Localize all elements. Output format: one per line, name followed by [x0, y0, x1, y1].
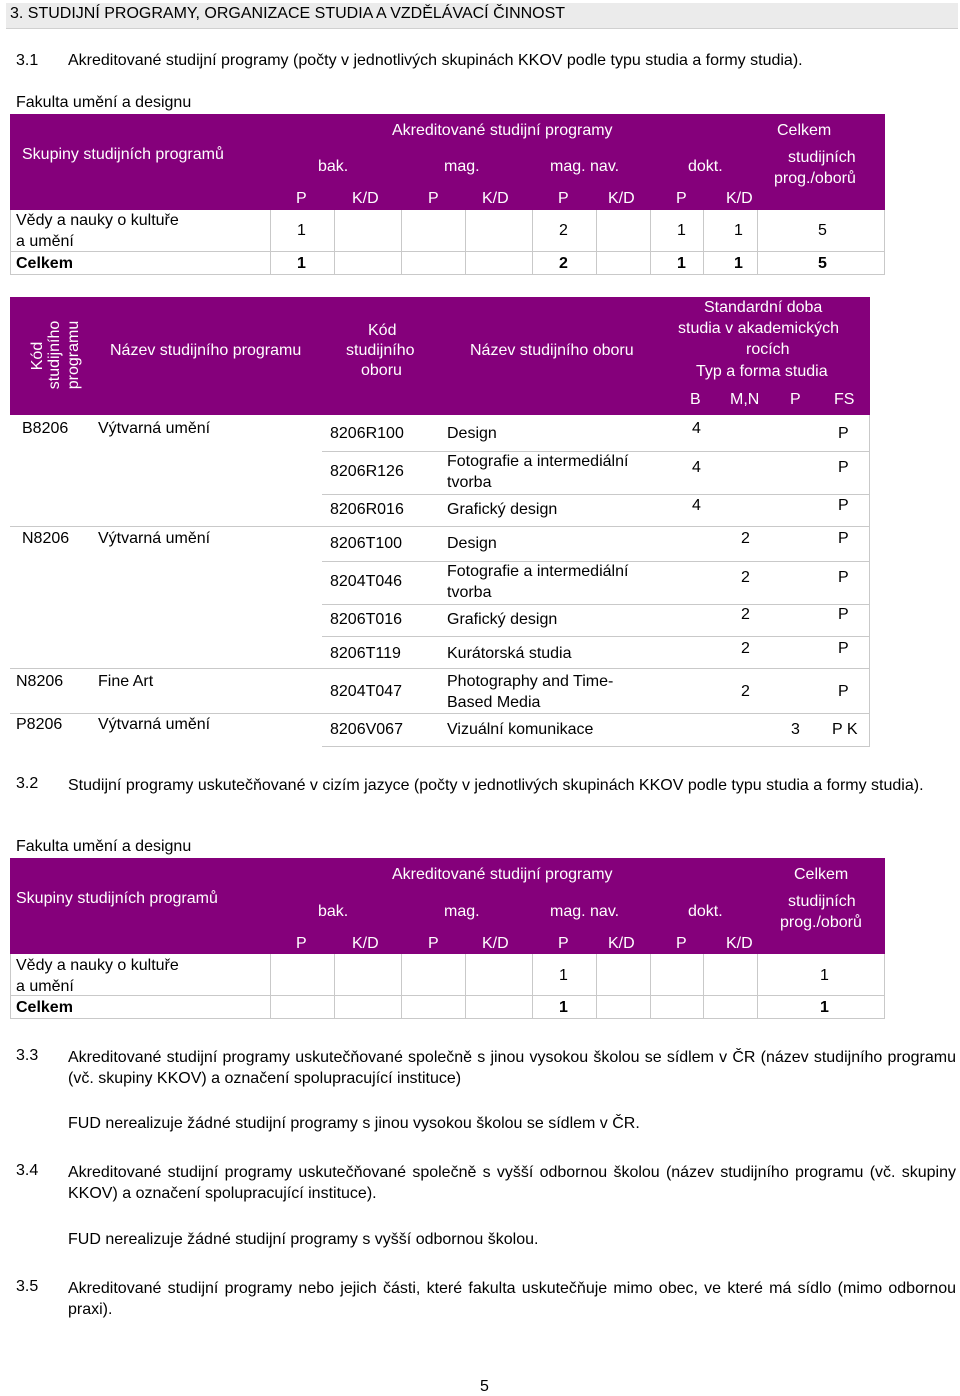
accredited-header: Akreditované studijní programy: [392, 122, 613, 139]
section-number-3-5: 3.5: [16, 1278, 39, 1295]
row-label: Vědy a nauky o kultuře: [16, 957, 179, 974]
program-name: Výtvarná umění: [98, 530, 211, 547]
field-name-2: Based Media: [447, 694, 541, 711]
total-subheader-1: studijních: [788, 149, 856, 166]
type-mag-nav: mag. nav.: [550, 158, 620, 175]
groups-header: Skupiny studijních programů: [22, 146, 224, 163]
section-text-3-4: Akreditované studijní programy uskutečňované společně s vyšší odbornou školou (název studijního programu (vč. skupiny KKOV) a označení spolupracující instituce).: [68, 1164, 956, 1202]
cell-value: 2: [559, 222, 568, 239]
field-name: Design: [447, 425, 497, 442]
form-cell: K/D: [726, 190, 753, 207]
table-row-total: [10, 252, 885, 275]
header-program-name: Název studijního programu: [110, 342, 302, 359]
header-duration: studia v akademických: [678, 320, 839, 337]
cell-value: 1: [559, 967, 568, 984]
section-note-3-3: FUD nerealizuje žádné studijní programy s jinou vysokou školou se sídlem v ČR.: [68, 1115, 640, 1132]
form-cell: K/D: [352, 190, 379, 207]
header-type-form: Typ a forma studia: [696, 363, 828, 380]
section-note-3-4: FUD nerealizuje žádné studijní programy s vyšší odbornou školou.: [68, 1231, 539, 1248]
field-code: 8206T016: [330, 611, 403, 628]
form-fs: P: [838, 640, 849, 657]
total-row-label: Celkem: [16, 255, 73, 272]
cell-value: 1: [297, 222, 306, 239]
section-number-3-1: 3.1: [16, 52, 39, 69]
total-cell: 1: [677, 255, 686, 272]
header-col-b: B: [690, 391, 701, 408]
form-cell: P: [558, 935, 569, 952]
form-fs: P: [838, 459, 849, 476]
form-fs: P: [838, 530, 849, 547]
total-cell: 1: [297, 255, 306, 272]
cell-value: 1: [677, 222, 686, 239]
groups-header: Skupiny studijních programů: [16, 890, 218, 907]
form-cell: P: [676, 190, 687, 207]
header-program-code-2: studijního programu: [46, 320, 82, 390]
form-cell: P: [296, 935, 307, 952]
header-field-code: studijního: [346, 342, 415, 359]
type-bak: bak.: [318, 158, 349, 175]
section-number-3-2: 3.2: [16, 775, 39, 792]
total-cell: 2: [559, 255, 568, 272]
header-duration: Standardní doba: [704, 299, 823, 316]
field-code: 8206R126: [330, 463, 404, 480]
total-cell: 1: [559, 999, 568, 1016]
program-name: Výtvarná umění: [98, 420, 211, 437]
type-dokt: dokt.: [688, 158, 723, 175]
header-col-fs: FS: [834, 391, 855, 408]
duration-b: 4: [692, 497, 701, 514]
form-fs: P: [838, 683, 849, 700]
field-code: 8206T100: [330, 535, 403, 552]
program-code: P8206: [16, 716, 63, 733]
total-header: Celkem: [777, 122, 832, 139]
field-name-2: tvorba: [447, 584, 492, 601]
header-program-code: Kód: [29, 341, 46, 371]
duration-b: 4: [692, 420, 701, 437]
total-cell: 1: [820, 999, 829, 1016]
faculty-label-2: Fakulta umění a designu: [16, 838, 192, 855]
form-cell: P: [676, 935, 687, 952]
form-fs: P K: [832, 721, 858, 738]
form-cell: P: [428, 935, 439, 952]
type-dokt: dokt.: [688, 903, 723, 920]
field-name: Grafický design: [447, 611, 558, 628]
header-field-name: Název studijního oboru: [470, 342, 634, 359]
row-label: Vědy a nauky o kultuře: [16, 212, 179, 229]
field-code: 8204T047: [330, 683, 403, 700]
accredited-header: Akreditované studijní programy: [392, 866, 613, 883]
header-duration: rocích: [746, 341, 790, 358]
form-fs: P: [838, 497, 849, 514]
section-text-3-3: Akreditované studijní programy uskutečňované společně s jinou vysokou školou se sídlem v ČR (název studijního programu (vč. skupiny KKOV) a označení spolupracující instituce): [68, 1049, 956, 1087]
form-fs: P: [838, 425, 849, 442]
field-name: Fotografie a intermediální: [447, 563, 629, 580]
header-col-mn: M,N: [730, 391, 760, 408]
total-subheader-2: prog./oborů: [774, 170, 856, 187]
duration-mn: 2: [741, 640, 750, 657]
form-cell: P: [558, 190, 569, 207]
program-name: Výtvarná umění: [98, 716, 211, 733]
field-name-2: tvorba: [447, 474, 492, 491]
field-name: Photography and Time-: [447, 673, 614, 690]
field-code: 8206R016: [330, 501, 404, 518]
page-number: 5: [480, 1378, 489, 1395]
program-code: B8206: [22, 420, 69, 437]
field-code: 8206T119: [330, 645, 401, 662]
cell-value: 1: [820, 967, 829, 984]
field-code: 8206V067: [330, 721, 403, 738]
cell-value: 1: [734, 222, 743, 239]
type-mag: mag.: [444, 903, 480, 920]
field-name: Vizuální komunikace: [447, 721, 594, 738]
field-name: Kurátorská studia: [447, 645, 572, 662]
duration-b: 4: [692, 459, 701, 476]
form-cell: K/D: [608, 935, 635, 952]
total-row-label: Celkem: [16, 999, 73, 1016]
form-cell: K/D: [608, 190, 635, 207]
section-number-3-4: 3.4: [16, 1162, 39, 1179]
faculty-label-1: Fakulta umění a designu: [16, 94, 192, 111]
duration-mn: 2: [741, 683, 750, 700]
cell-value: 5: [818, 222, 827, 239]
type-mag-nav: mag. nav.: [550, 903, 620, 920]
total-header: Celkem: [794, 866, 849, 883]
type-mag: mag.: [444, 158, 480, 175]
form-cell: K/D: [482, 935, 509, 952]
field-name: Design: [447, 535, 497, 552]
field-name: Grafický design: [447, 501, 558, 518]
duration-mn: 2: [741, 606, 750, 623]
table-row-total: [10, 996, 885, 1019]
program-code: N8206: [16, 673, 64, 690]
section-text-3-5: Akreditované studijní programy nebo jejich části, které fakulta uskutečňuje mimo obec, ve které má sídlo (mimo odbornou praxi).: [68, 1280, 956, 1318]
form-cell: P: [428, 190, 439, 207]
field-code: 8204T046: [330, 573, 403, 590]
section-number-3-3: 3.3: [16, 1047, 39, 1064]
form-fs: P: [838, 569, 849, 586]
form-cell: K/D: [482, 190, 509, 207]
total-subheader-1: studijních: [788, 893, 856, 910]
total-subheader-2: prog./oborů: [780, 914, 862, 931]
row-label: a umění: [16, 233, 74, 250]
total-cell: 5: [818, 255, 827, 272]
header-field-code: oboru: [361, 362, 402, 379]
duration-p: 3: [791, 721, 800, 738]
field-name: Fotografie a intermediální: [447, 453, 629, 470]
header-field-code: Kód: [368, 322, 397, 339]
duration-mn: 2: [741, 569, 750, 586]
program-name: Fine Art: [98, 673, 154, 690]
form-fs: P: [838, 606, 849, 623]
form-cell: K/D: [352, 935, 379, 952]
duration-mn: 2: [741, 530, 750, 547]
row-label: a umění: [16, 978, 74, 995]
section-text-3-2: Studijní programy uskutečňované v cizím jazyce (počty v jednotlivých skupinách KKOV podle typu studia a formy studia).: [68, 777, 924, 794]
form-cell: K/D: [726, 935, 753, 952]
chapter-heading: 3. STUDIJNÍ PROGRAMY, ORGANIZACE STUDIA A VZDĚLÁVACÍ ČINNOST: [6, 3, 958, 29]
form-cell: P: [296, 190, 307, 207]
program-code: N8206: [22, 530, 70, 547]
field-code: 8206R100: [330, 425, 404, 442]
type-bak: bak.: [318, 903, 349, 920]
section-text-3-1: Akreditované studijní programy (počty v jednotlivých skupinách KKOV podle typu studia a formy studia).: [68, 52, 803, 69]
total-cell: 1: [734, 255, 743, 272]
header-col-p: P: [790, 391, 801, 408]
